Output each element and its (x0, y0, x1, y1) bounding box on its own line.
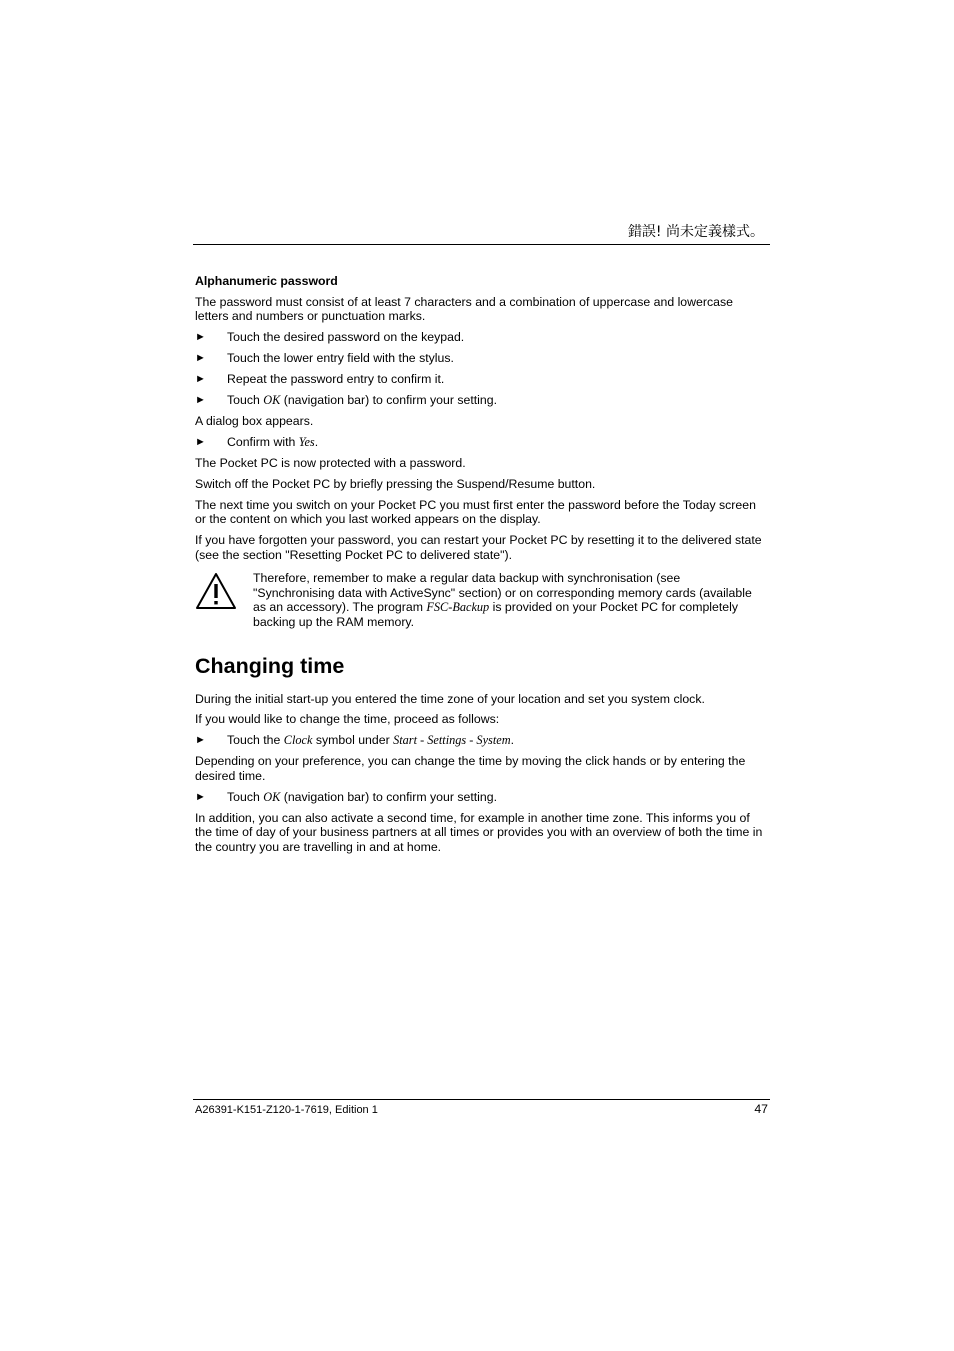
bullet-arrow-icon: ► (195, 790, 206, 803)
page-header (193, 221, 770, 245)
paragraph-initial-startup: During the initial start-up you entered the time zone of your location and set you system clock. (195, 691, 705, 706)
warning-note (195, 571, 763, 629)
step-text: Repeat the password entry to confirm it. (227, 372, 445, 387)
document-id: A26391-K151-Z120-1-7619, Edition 1 (195, 1104, 378, 1116)
bullet-arrow-icon: ► (195, 352, 206, 365)
step-text (227, 393, 497, 407)
warning-triangle-icon (195, 572, 237, 610)
paragraph-password-requirements: The password must consist of at least 7 characters and a combination of uppercase and lowercase letters and numbers or punctuation marks. (195, 294, 733, 324)
step-text-part: Confirm with (227, 434, 299, 449)
paragraph-forgotten-password: If you have forgotten your password, you can restart your Pocket PC by resetting it to the delivered state (see the section "Resetting Pocket PC to delivered state"). (195, 532, 762, 562)
bullet-arrow-icon: ► (195, 734, 206, 747)
paragraph-next-time: The next time you switch on your Pocket PC you must first enter the password before the Today screen or the content on which you last worked appears on the display. (195, 497, 756, 527)
ok-term: OK (263, 393, 281, 408)
step-item (195, 393, 763, 408)
page-footer (193, 1099, 770, 1116)
bullet-arrow-icon: ► (195, 331, 206, 344)
fsc-backup-term: FSC-Backup (426, 600, 490, 615)
step-item (195, 351, 763, 366)
step-text-part: (navigation bar) to confirm your setting. (280, 393, 497, 408)
bullet-arrow-icon: ► (195, 373, 206, 386)
warning-text (253, 571, 752, 629)
step-text-part: . (510, 733, 515, 748)
bullet-arrow-icon: ► (195, 435, 206, 448)
paragraph-switch-off: Switch off the Pocket PC by briefly pressing the Suspend/Resume button. (195, 476, 596, 491)
step-text (227, 435, 318, 449)
warning-text-part: Therefore, remember to make a regular data backup with synchronisation (see "Synchronising data with ActiveSync" section) or on corresponding memory cards (available as an accessory). The program (253, 571, 752, 615)
step-item (195, 372, 763, 387)
step-text-part: Touch the (227, 733, 284, 748)
step-text-part: Touch (227, 393, 264, 408)
page-content (195, 274, 763, 861)
page-number: 47 (754, 1102, 768, 1116)
step-text: Touch the lower entry field with the stylus. (227, 351, 454, 366)
step-text-part: (navigation bar) to confirm your setting. (280, 789, 497, 804)
step-text-part: Touch (227, 789, 264, 804)
step-text: Touch the desired password on the keypad. (227, 330, 465, 345)
ok-term: OK (263, 789, 281, 804)
step-item (195, 733, 763, 748)
subheading-alphanumeric-password: Alphanumeric password (195, 274, 338, 288)
step-text-part: symbol under (312, 733, 394, 748)
step-text (227, 733, 514, 747)
yes-term: Yes (298, 434, 315, 449)
header-title: 錯誤! 尚未定義樣式。 (627, 224, 764, 240)
paragraph-second-time: In addition, you can also activate a second time, for example in another time zone. This informs you of the time of day of your business partners at all times or provides you with an overview of both the time in the country you are travelling in and at home. (195, 810, 763, 854)
step-item (195, 790, 763, 805)
step-item (195, 330, 763, 345)
paragraph-change-time-intro: If you would like to change the time, proceed as follows: (195, 712, 500, 727)
step-text (227, 790, 497, 804)
paragraph-protected: The Pocket PC is now protected with a password. (195, 455, 466, 470)
paragraph-preference: Depending on your preference, you can change the time by moving the click hands or by entering the desired time. (195, 754, 746, 783)
step-item (195, 435, 763, 450)
step-text-part: . (314, 434, 319, 449)
bullet-arrow-icon: ► (195, 394, 206, 407)
clock-term: Clock (283, 733, 313, 748)
section-title-changing-time: Changing time (195, 653, 345, 678)
warning-text-part: is provided on your Pocket PC for completely backing up the RAM memory. (253, 600, 739, 629)
paragraph-dialog-appears: A dialog box appears. (195, 413, 314, 428)
settings-path-term: Start - Settings - System (393, 733, 511, 748)
